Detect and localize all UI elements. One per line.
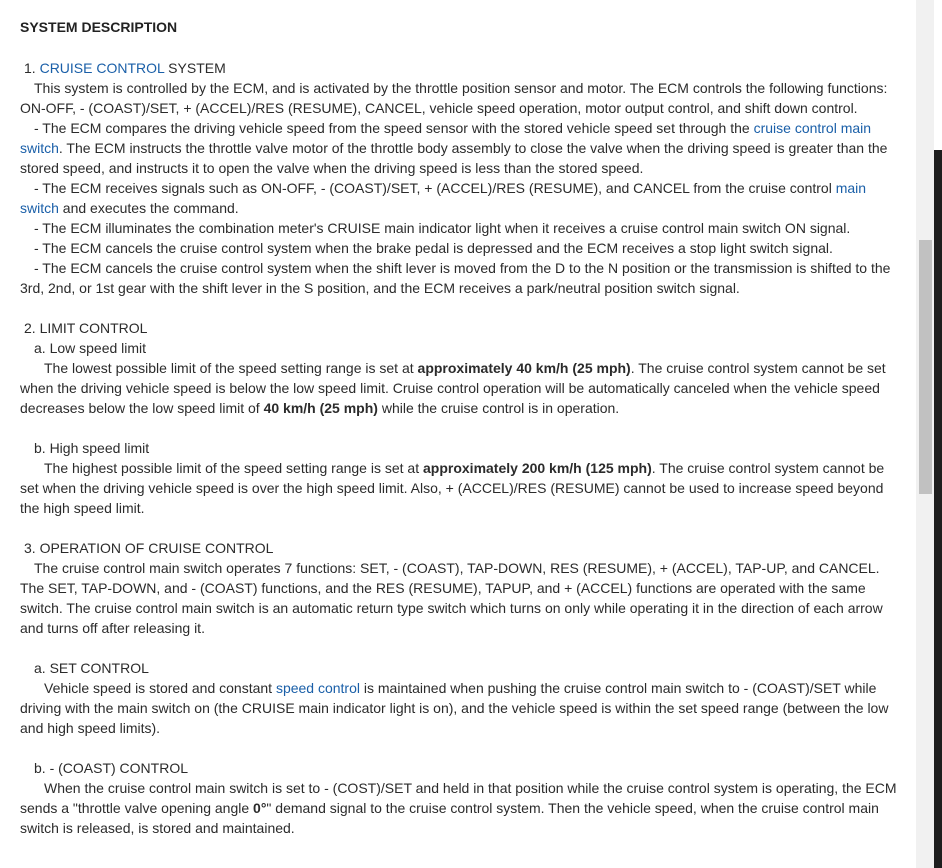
speed-control-link[interactable]: speed control xyxy=(275,680,360,696)
window-edge-dark xyxy=(934,150,942,868)
cruise-control-main-switch-link[interactable]: cruise control main switch xyxy=(20,120,872,156)
paragraph: The cruise control main switch operates 7 functions: SET, - (COAST), TAP-DOWN, RES (RESUME), + (ACCEL), TAP-UP, and CANCEL. The SET, TAP-DOWN, and - (COAST) functions, and the RES (RESUME), TAPUP, and + (ACCEL) functions are operated with the same switch. The cruise control main switch is an automatic return type switch which turns on only while operating it in the direction of each arrow and turns off after releasing it. xyxy=(20,560,883,636)
paragraph: The highest possible limit of the speed setting range is set at approximately 200 km/h (125 mph). The cruise control system cannot be set when the driving vehicle speed is over the high speed limit. Also, + (ACCEL)/RES (RESUME) cannot be used to increase speed beyond the high speed limit. xyxy=(20,460,885,516)
section-heading: 2. LIMIT CONTROL xyxy=(24,320,148,336)
section-heading: 1. CRUISE CONTROL SYSTEM xyxy=(24,60,226,76)
scrollbar-thumb[interactable] xyxy=(919,240,932,494)
bullet-item: - The ECM cancels the cruise control system when the brake pedal is depressed and the ECM receives a stop light switch signal. xyxy=(34,240,833,256)
paragraph: When the cruise control main switch is set to - (COST)/SET and held in that position while the cruise control system is operating, the ECM sends a "throttle valve opening angle 0°" demand signal to the cruise control system. Then the vehicle speed, when the cruise control main switch is released, is stored and maintained. xyxy=(20,780,897,836)
document-content xyxy=(20,0,906,868)
paragraph: This system is controlled by the ECM, and is activated by the throttle position sensor and motor. The ECM controls the following functions: ON-OFF, - (COAST)/SET, + (ACCEL)/RES (RESUME), CANCEL, vehicle speed operation, motor output control, and shift down control. xyxy=(20,80,888,116)
section-operation-of-cruise-control xyxy=(20,538,906,838)
subsection-heading: b. - (COAST) CONTROL xyxy=(34,760,189,776)
section-limit-control xyxy=(20,318,906,518)
bullet-item: - The ECM cancels the cruise control system when the shift lever is moved from the D to the N position or the transmission is shifted to the 3rd, 2nd, or 1st gear with the shift lever in the S position, and the ECM receives a park/neutral position switch signal. xyxy=(20,260,891,296)
paragraph: The lowest possible limit of the speed setting range is set at approximately 40 km/h (25 mph). The cruise control system cannot be set when the driving vehicle speed is below the low speed limit. Cruise control operation will be automatically canceled when the vehicle speed decreases below the low speed limit of 40 km/h (25 mph) while the cruise control is in operation. xyxy=(20,360,886,416)
subsection-heading: a. SET CONTROL xyxy=(34,660,149,676)
section-heading: 3. OPERATION OF CRUISE CONTROL xyxy=(24,540,274,556)
bullet-item: - The ECM illuminates the combination meter's CRUISE main indicator light when it receives a cruise control main switch ON signal. xyxy=(34,220,851,236)
page-title: SYSTEM DESCRIPTION xyxy=(20,19,178,35)
subsection-heading: a. Low speed limit xyxy=(34,340,147,356)
paragraph: Vehicle speed is stored and constant speed control is maintained when pushing the cruise control main switch to - (COAST)/SET while driving with the main switch on (the CRUISE main indicator light is on), and the vehicle speed is within the set speed range (between the low and high speed limits). xyxy=(20,680,889,736)
section-cruise-control-system xyxy=(20,58,906,298)
bullet-item: - The ECM receives signals such as ON-OFF, - (COAST)/SET, + (ACCEL)/RES (RESUME), and CANCEL from the cruise control main switch and executes the command. xyxy=(20,180,867,216)
subsection-heading: b. High speed limit xyxy=(34,440,150,456)
bullet-item: - The ECM compares the driving vehicle speed from the speed sensor with the stored vehicle speed set through the cruise control main switch. The ECM instructs the throttle valve motor of the throttle body assembly to close the valve when the driving speed is greater than the stored speed, and instructs it to open the valve when the driving speed is less than the stored speed. xyxy=(20,120,888,176)
cruise-control-link[interactable]: CRUISE CONTROL xyxy=(39,60,165,76)
main-switch-link[interactable]: main switch xyxy=(20,180,867,216)
